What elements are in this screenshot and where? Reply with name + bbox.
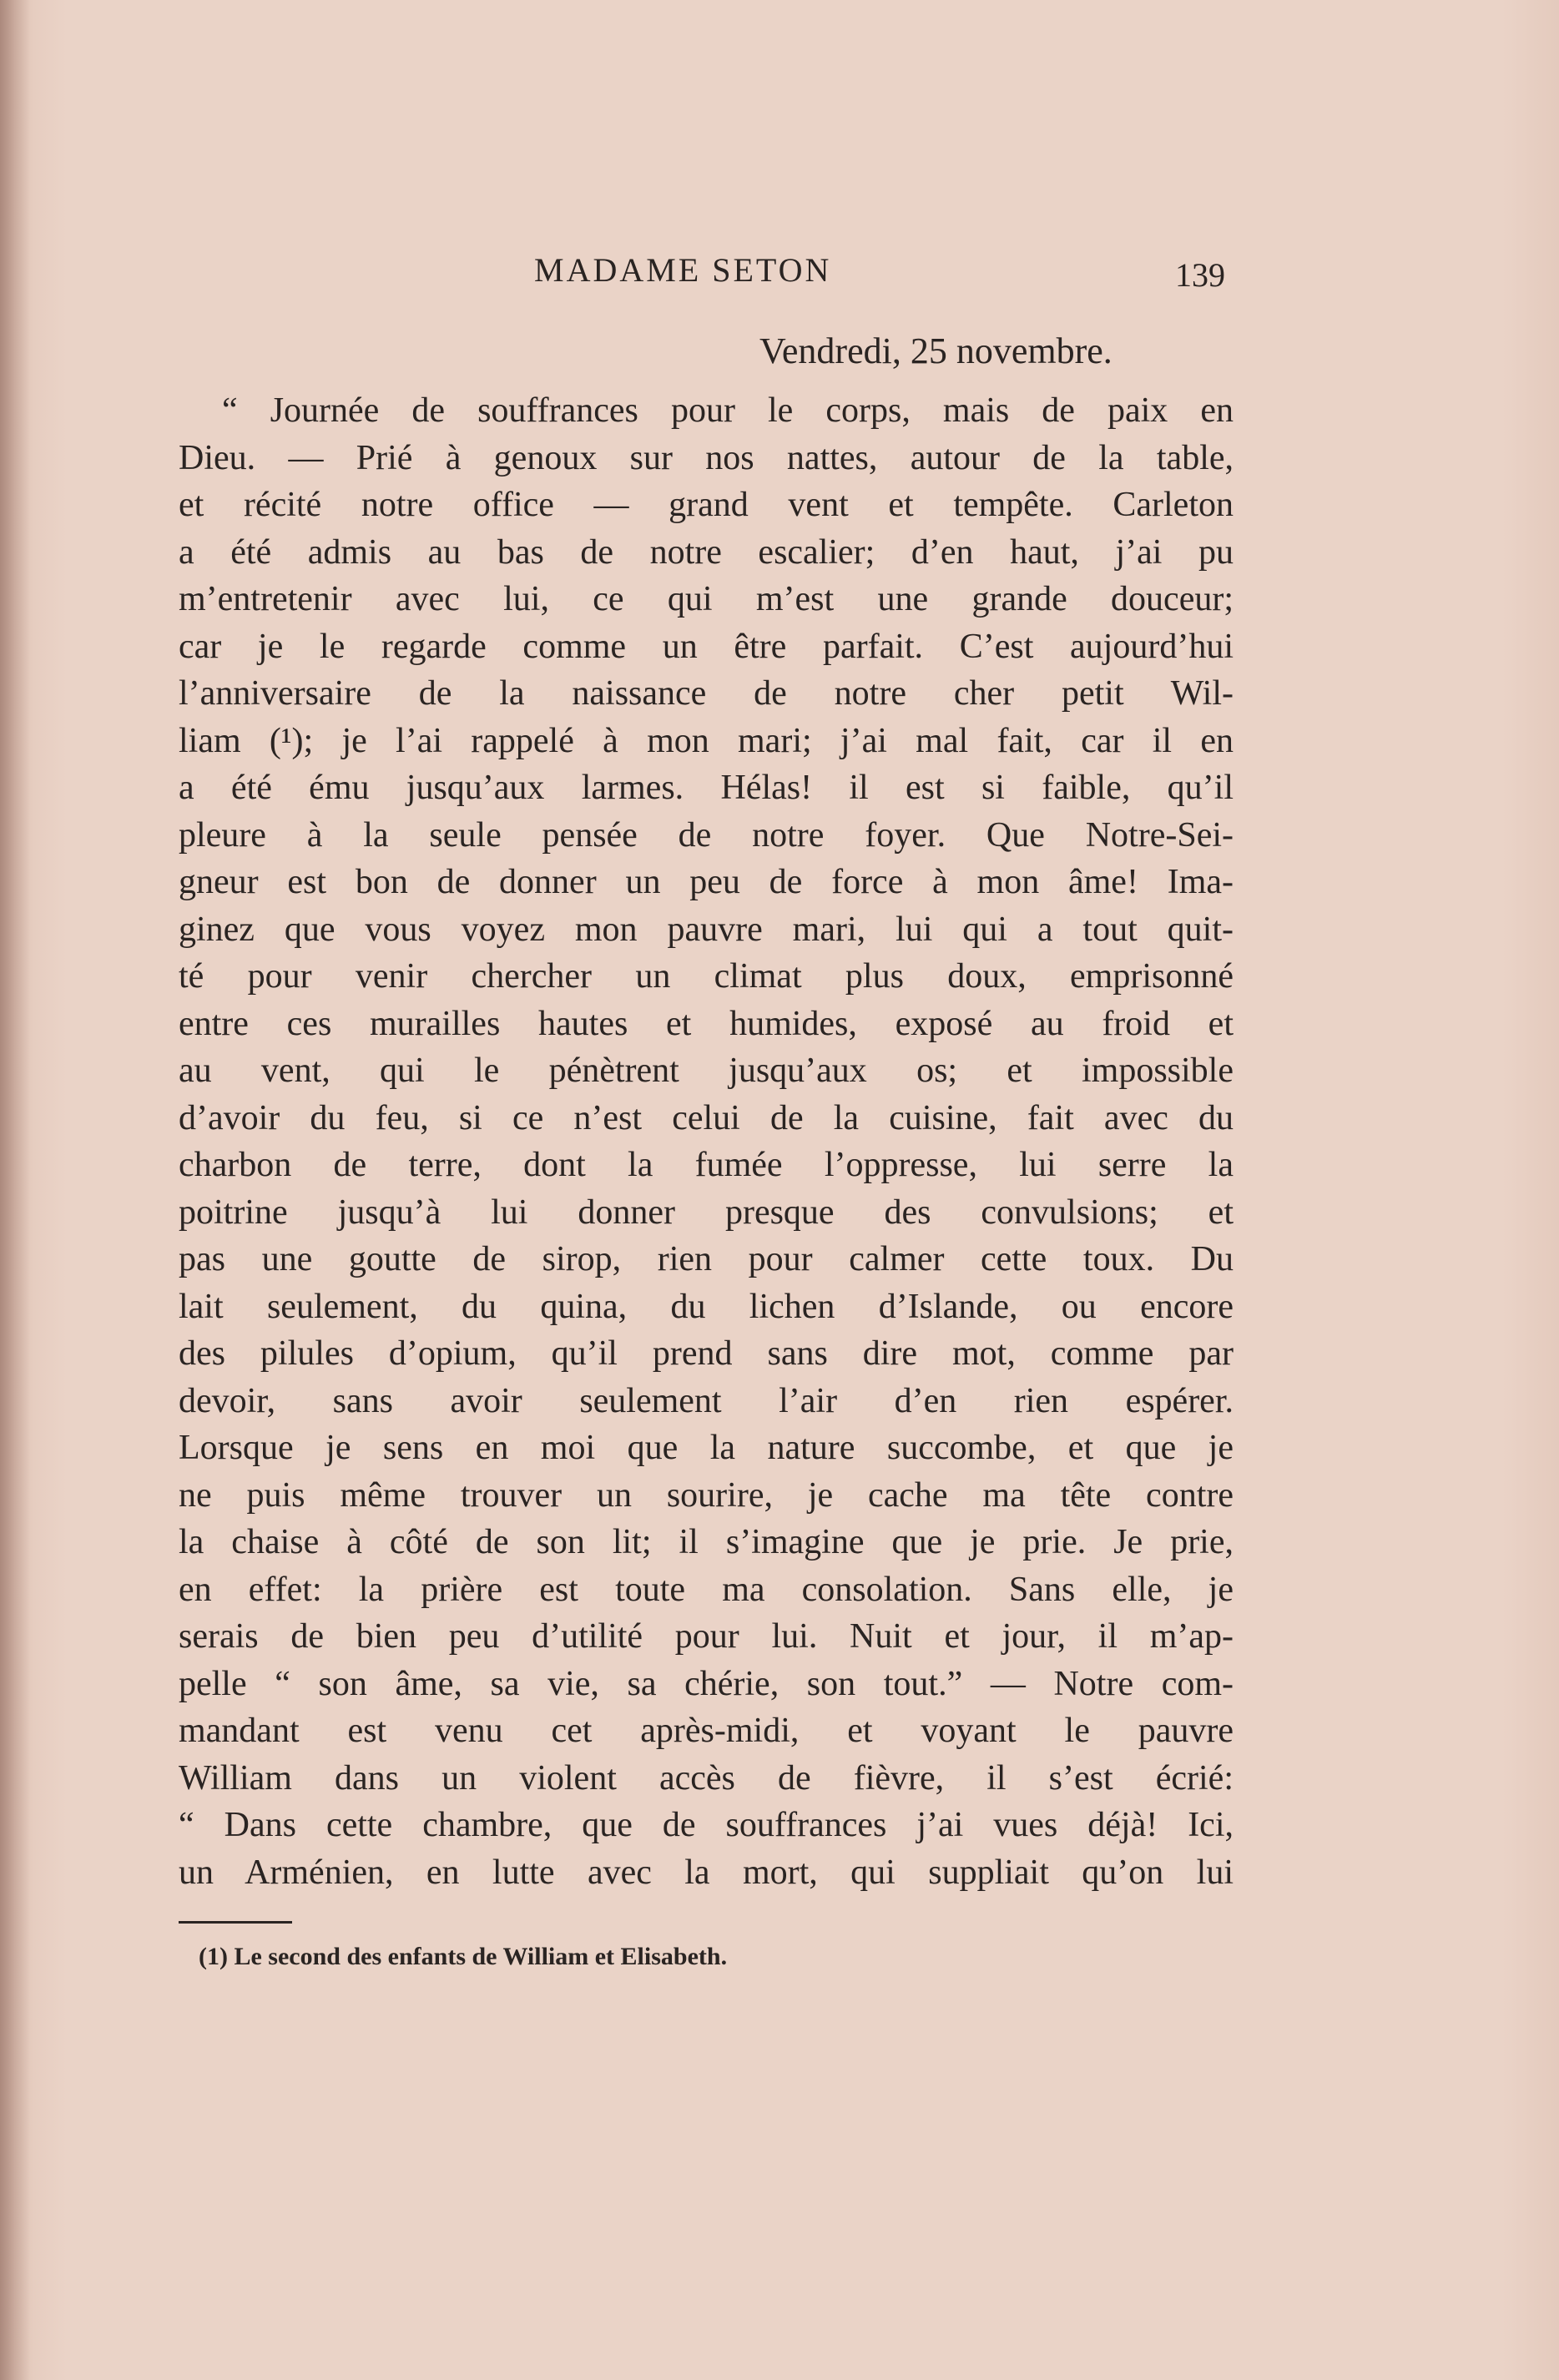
text-line: lait seulement, du quina, du lichen d’Islande, ou encore [179, 1287, 1234, 1326]
text-line: ginez que vous voyez mon pauvre mari, lui qui a tout quit- [179, 910, 1234, 949]
text-line: mandant est venu cet après-midi, et voyant le pauvre [179, 1712, 1234, 1750]
text-line: poitrine jusqu’à lui donner presque des convulsions; et [179, 1193, 1234, 1232]
text-line: m’entretenir avec lui, ce qui m’est une grande douceur; [179, 580, 1234, 618]
body-text [179, 387, 1234, 1896]
text-line: Dieu. — Prié à genoux sur nos nattes, autour de la table, [179, 438, 1234, 477]
page-number: 139 [1175, 256, 1225, 294]
text-line: entre ces murailles hautes et humides, exposé au froid et [179, 1004, 1234, 1043]
text-line: pas une goutte de sirop, rien pour calmer cette toux. Du [179, 1240, 1234, 1278]
text-line: pleure à la seule pensée de notre foyer. Que Notre-Sei- [179, 815, 1234, 855]
text-line: charbon de terre, dont la fumée l’oppresse, lui serre la [179, 1146, 1234, 1184]
text-line: et récité notre office — grand vent et tempête. Carleton [179, 486, 1234, 524]
binding-shadow [0, 0, 30, 2380]
text-line: a été admis au bas de notre escalier; d’en haut, j’ai pu [179, 532, 1234, 572]
text-line: car je le regarde comme un être parfait. C’est aujourd’hui [179, 627, 1234, 666]
text-line: pelle “ son âme, sa vie, sa chérie, son tout.” — Notre com- [179, 1664, 1234, 1703]
text-line: “ Journée de souffrances pour le corps, mais de paix en [222, 391, 1234, 430]
text-line: liam (¹); je l’ai rappelé à mon mari; j’ai mal fait, car il en [179, 721, 1234, 760]
text-line: a été ému jusqu’aux larmes. Hélas! il est si faible, qu’il [179, 769, 1234, 807]
text-line: gneur est bon de donner un peu de force à mon âme! Ima- [179, 863, 1234, 901]
text-line: ne puis même trouver un sourire, je cache ma tête contre [179, 1475, 1234, 1515]
running-title: MADAME SETON [534, 251, 832, 289]
text-line: la chaise à côté de son lit; il s’imagine que je prie. Je prie, [179, 1523, 1234, 1561]
text-line: Lorsque je sens en moi que la nature succombe, et que je [179, 1429, 1234, 1467]
text-line: William dans un violent accès de fièvre, il s’est écrié: [179, 1758, 1234, 1798]
dateline: Vendredi, 25 novembre. [759, 330, 1112, 371]
text-line: devoir, sans avoir seulement l’air d’en rien espérer. [179, 1381, 1234, 1420]
text-line: des pilules d’opium, qu’il prend sans dire mot, comme par [179, 1334, 1234, 1373]
text-line: serais de bien peu d’utilité pour lui. Nuit et jour, il m’ap- [179, 1617, 1234, 1656]
text-line: en effet: la prière est toute ma consolation. Sans elle, je [179, 1570, 1234, 1609]
text-line: té pour venir chercher un climat plus doux, emprisonné [179, 957, 1234, 996]
text-line: “ Dans cette chambre, que de souffrances j’ai vues déjà! Ici, [179, 1806, 1234, 1844]
text-line: l’anniversaire de la naissance de notre cher petit Wil- [179, 674, 1234, 713]
text-line: un Arménien, en lutte avec la mort, qui suppliait qu’on lui [179, 1853, 1234, 1892]
footnote: (1) Le second des enfants de William et Elisabeth. [199, 1943, 728, 1970]
text-line: au vent, qui le pénètrent jusqu’aux os; et impossible [179, 1051, 1234, 1090]
text-line: d’avoir du feu, si ce n’est celui de la cuisine, fait avec du [179, 1098, 1234, 1137]
footnote-rule [179, 1921, 292, 1924]
